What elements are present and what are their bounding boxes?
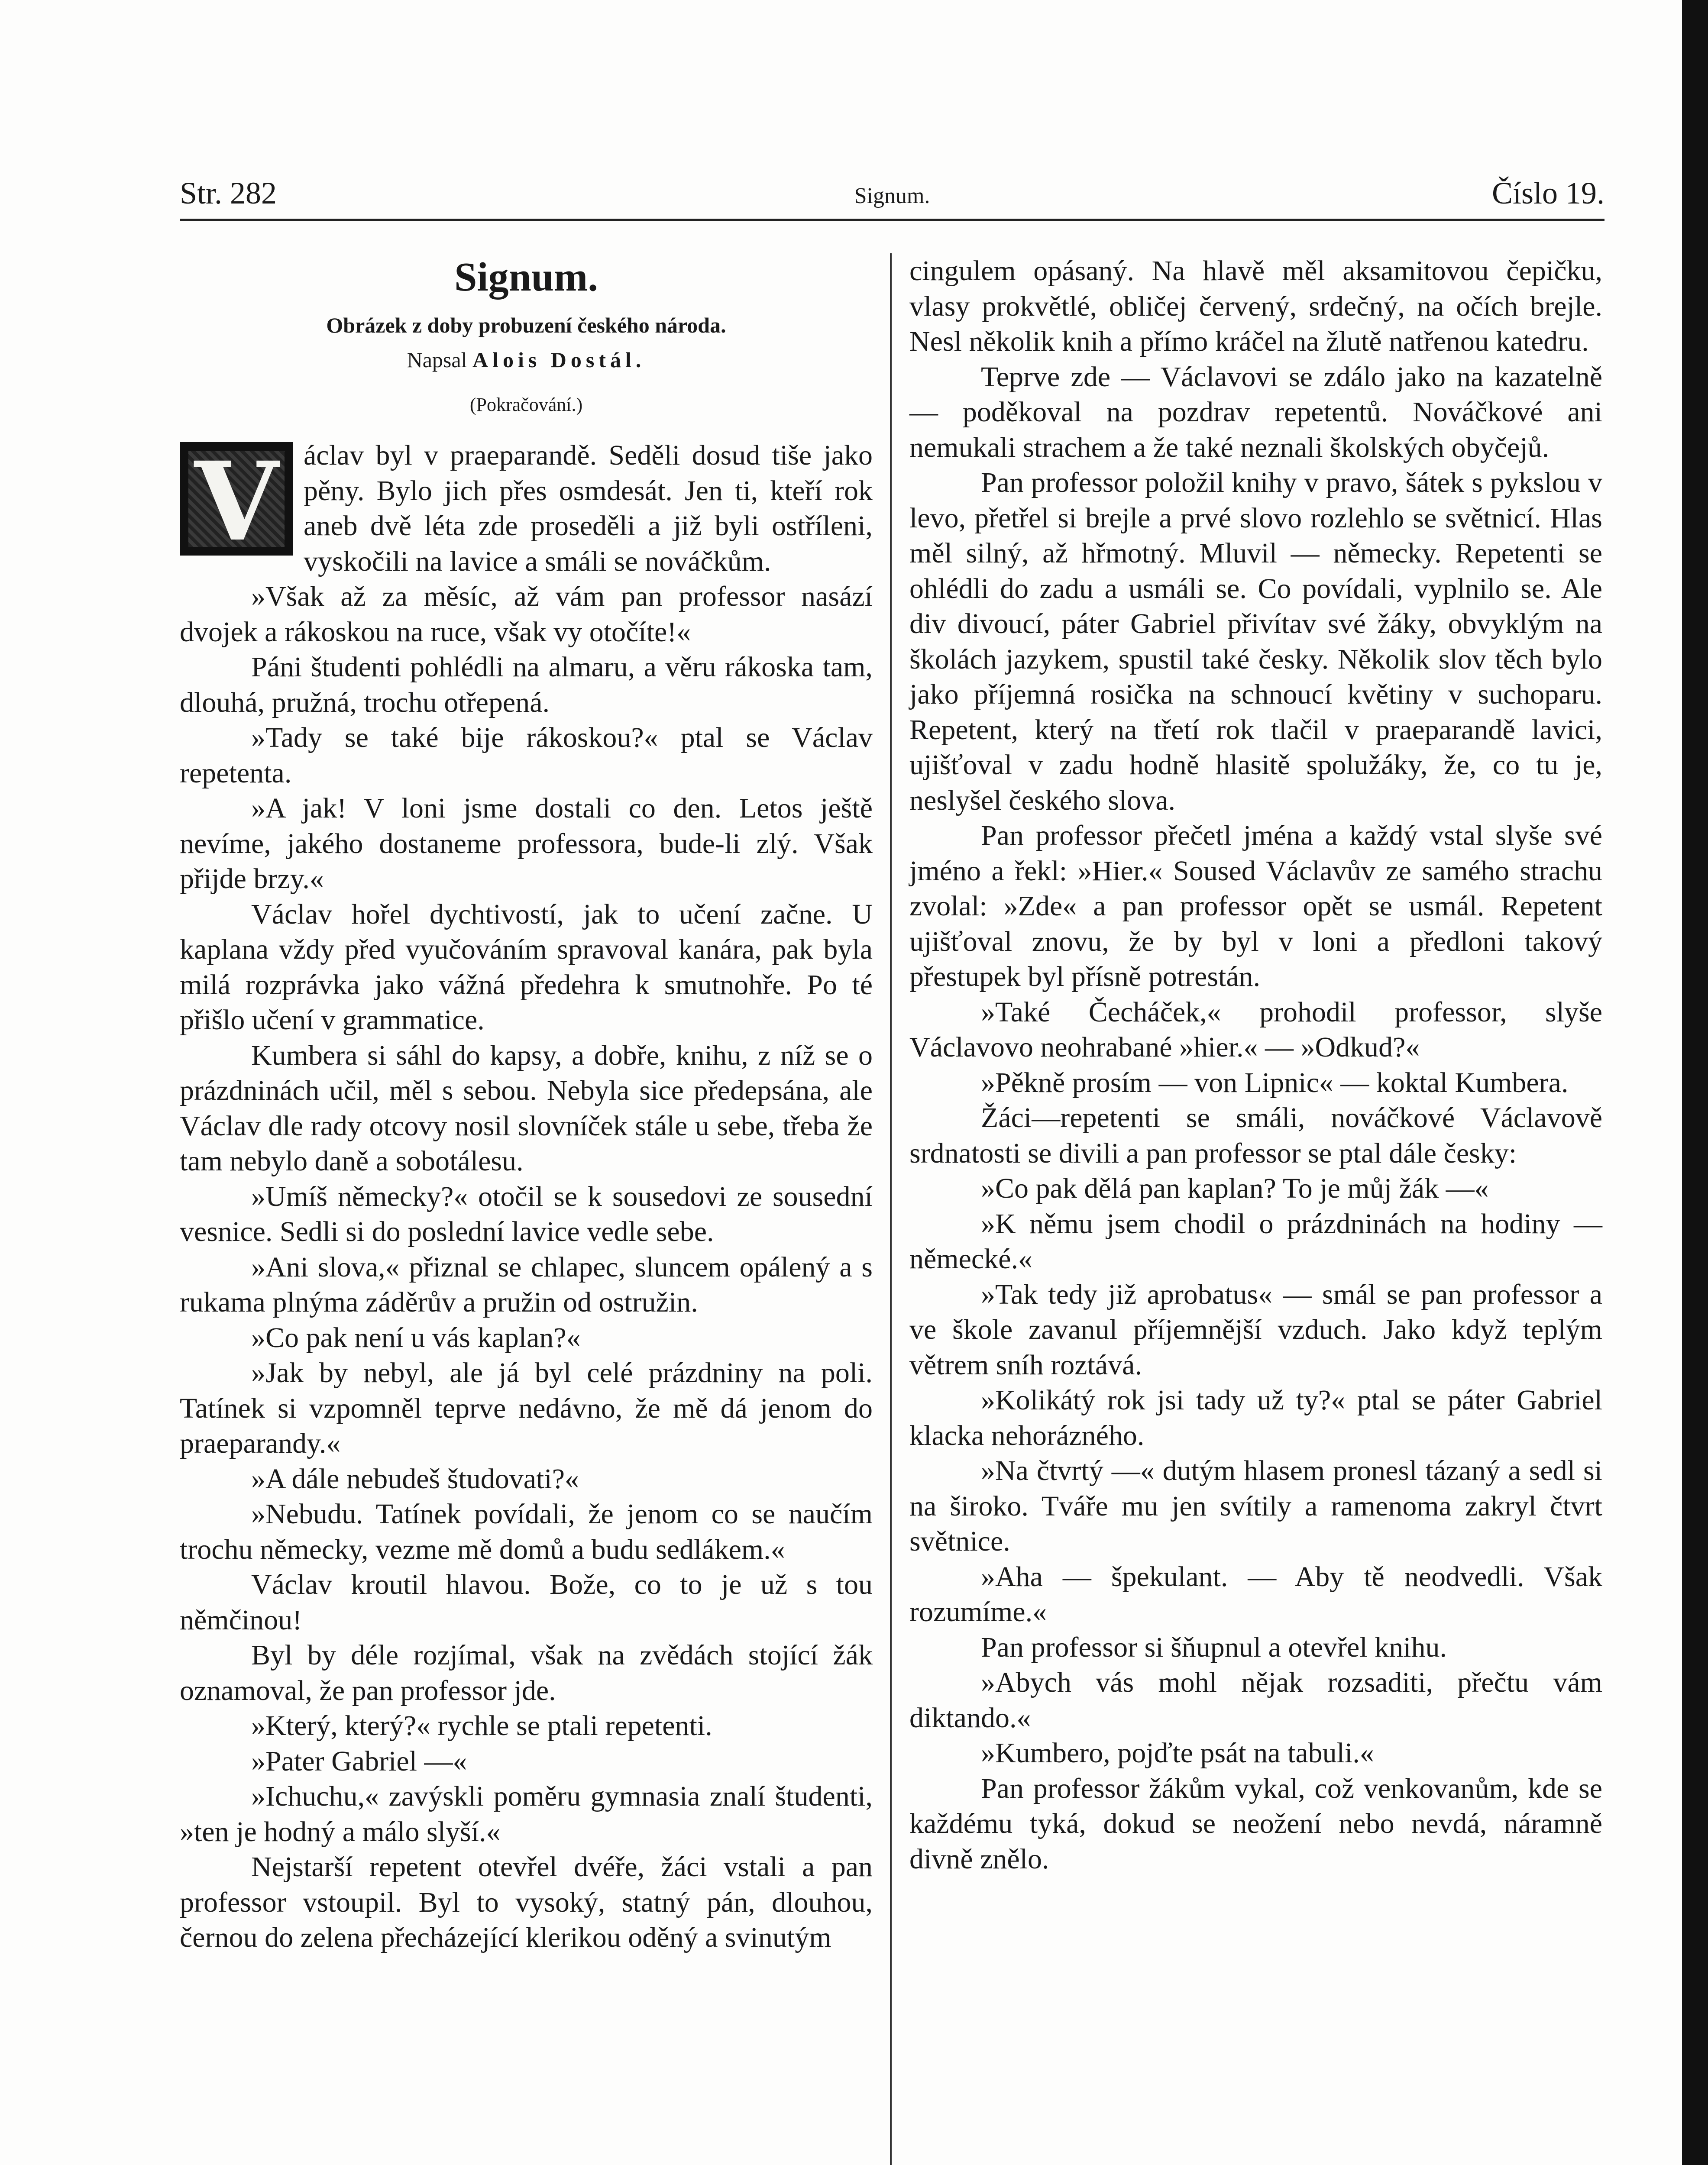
paragraph: »Abych vás mohl nějak rozsaditi, přečtu vám diktando.« [909, 1667, 1602, 1734]
paragraph: »Jak by nebyl, ale já byl celé prázdniny na poli. Tatínek si vzpomněl teprve nedávno, že mě dá jenom do praeparandy.« [180, 1357, 873, 1459]
paragraph: Páni študenti pohlédli na almaru, a věru rákoska tam, dlouhá, pružná, trochu otřepená. [180, 651, 873, 718]
page-number: Str. 282 [180, 176, 277, 210]
paragraph: Václav kroutil hlavou. Bože, co to je už s tou němčinou! [180, 1569, 873, 1636]
paragraph: »Ani slova,« přiznal se chlapec, sluncem opálený a s rukama plnýma záděrův a pružin od ostružin. [180, 1251, 873, 1318]
paragraph: »Aha — špekulant. — Aby tě neodvedli. Však rozumíme.« [909, 1561, 1602, 1628]
scan-border-right [1682, 0, 1708, 2165]
paragraph: »Co pak není u vás kaplan?« [251, 1322, 581, 1354]
paragraph: »A dále nebudeš študovati?« [251, 1463, 579, 1495]
paragraph: »Umíš německy?« otočil se k sousedovi ze sousední vesnice. Sedli si do poslední lavice vedle sebe. [180, 1180, 873, 1247]
paragraph: »Pěkně prosím — von Lipnic« — koktal Kumbera. [981, 1066, 1569, 1099]
paragraph: Pan professor položil knihy v pravo, šátek s pykslou v levo, přetřel si brejle a prvé slovo rozlehlo se světnicí. Hlas měl silný, až hřmotný. Mluvil — německy. Repetenti se ohlédli do zadu a usmáli se. Co povídali, vyplnilo se. Ale div divoucí, páter Gabriel přivítav své žáky, obvyklým na školách jazykem, spustil také česky. Několik slov těch bylo jako příjemná rosička na schnoucí květiny v suchoparu. Repetent, který na třetí rok tlačil v praeparandě lavici, ujišťoval v zadu hodně hlasitě spolužáky, že, co tu je, neslyšel českého slova. [909, 467, 1602, 816]
initial-letter: V [194, 438, 278, 565]
page-header [180, 175, 1604, 223]
article-subtitle: Obrázek z doby probuzení českého národa. [326, 313, 726, 337]
left-column [180, 253, 873, 1955]
paragraph: »Však až za měsíc, až vám pan professor nasází dvojek a rákoskou na ruce, však vy otočíte!« [180, 581, 873, 648]
paragraph: Václav hořel dychtivostí, jak to učení začne. U kaplana vždy před vyučováním spravoval kanára, pak byla milá rozprávka jako vážná předehra k smutnohře. Po té přišlo učení v grammatice. [180, 898, 873, 1036]
paragraph: »Který, který?« rychle se ptali repetenti. [251, 1710, 712, 1742]
paragraph: áclav byl v praeparandě. Seděli dosud tiše jako pěny. Bylo jich přes osmdesát. Jen ti, kteří rok aneb dvě léta zde proseděli a již byli ostříleni, vyskočili na lavice a smáli se nováčkům. [304, 439, 873, 577]
right-column [909, 253, 1602, 1877]
paragraph: »K němu jsem chodil o prázdninách na hodiny — německé.« [909, 1208, 1602, 1275]
paragraph: »Co pak dělá pan kaplan? To je můj žák —« [981, 1173, 1489, 1204]
paragraph: »Tady se také bije rákoskou?« ptal se Václav repetenta. [180, 722, 873, 789]
paragraph: »A jak! V loni jsme dostali co den. Letos ještě nevíme, jakého dostaneme professora, bude-li zlý. Však přijde brzy.« [180, 792, 873, 895]
paragraph: »Ichuchu,« zavýskli poměru gymnasia znalí študenti, »ten je hodný a málo slyší.« [180, 1780, 873, 1848]
column-rule [890, 253, 892, 2165]
paragraph: Pan professor si šňupnul a otevřel knihu. [981, 1631, 1447, 1663]
paragraph: »Také Čecháček,« prohodil professor, slyše Václavovo neohrabané »hier.« — »Odkud?« [909, 996, 1602, 1063]
continuation-note: (Pokračování.) [469, 394, 583, 415]
paragraph: Pan professor přečetl jména a každý vstal slyše své jméno a řekl: »Hier.« Soused Václavův ze samého strachu zvolal: »Zde« a pan professor opět se usmál. Repetent ujišťoval znovu, že by byl v loni a předloni takový přestupek byl přísně potrestán. [909, 820, 1602, 992]
paragraph: »Na čtvrtý —« dutým hlasem pronesl tázaný a sedl si na široko. Tváře mu jen svítily a ramenoma zakryl čtvrt světnice. [909, 1455, 1602, 1557]
paragraph: »Tak tedy již aprobatus« — smál se pan professor a ve škole zavanul příjemnější vzduch. Jako když teplým větrem sníh roztává. [909, 1278, 1602, 1381]
paragraph: Teprve zde — Václavovi se zdálo jako na kazatelně — poděkoval na pozdrav repetentů. Nováčkové ani nemukali strachem a že také neznali školských obyčejů. [909, 361, 1602, 463]
paragraph: »Pater Gabriel —« [251, 1745, 467, 1777]
paragraph: Kumbera si sáhl do kapsy, a dobře, knihu, z níž se o prázdninách učil, měl s sebou. Nebyla sice předepsána, ale Václav dle rady otcovy nosil slovníček stále u sebe, třeba že tam nebylo daně a sobotálesu. [180, 1039, 873, 1177]
paragraph: Nejstarší repetent otevřel dvéře, žáci vstali a pan professor vstoupil. Byl to vysoký, statný pán, dlouhou, černou do zelena přecházející klerikou oděný a svinutým [180, 1851, 873, 1953]
paragraph: Žáci—repetenti se smáli, nováčkové Václavově srdnatosti se divili a pan professor se ptal dále česky: [909, 1102, 1602, 1169]
paragraph: »Kumbero, pojďte psát na tabuli.« [981, 1737, 1374, 1769]
paragraph: Byl by déle rozjímal, však na zvědách stojící žák oznamoval, že pan professor jde. [180, 1639, 873, 1706]
author-prefix: Napsal [407, 348, 467, 372]
ornamental-initial [180, 438, 293, 565]
paragraph: »Kolikátý rok jsi tady už ty?« ptal se páter Gabriel klacka nehorázného. [909, 1384, 1602, 1451]
running-title: Signum. [854, 184, 930, 208]
paragraph: »Nebudu. Tatínek povídali, že jenom co se naučím trochu německy, vezme mě domů a budu sedlákem.« [180, 1498, 873, 1565]
issue-number: Číslo 19. [1491, 176, 1604, 210]
article-title: Signum. [454, 255, 598, 300]
paragraph: cingulem opásaný. Na hlavě měl aksamitovou čepičku, vlasy prokvětlé, obličej červený, srdečný, na očích brejle. Nesl několik knih a přímo kráčel na žlutě natřenou katedru. [909, 255, 1602, 357]
author-line [180, 343, 873, 377]
author-name: Alois Dostál. [472, 348, 646, 372]
paragraph: Pan professor žákům vykal, což venkovanům, kde se každému tyká, dokud se neožení nebo nevdá, náramně divně znělo. [909, 1772, 1602, 1875]
header-rule [180, 219, 1604, 221]
